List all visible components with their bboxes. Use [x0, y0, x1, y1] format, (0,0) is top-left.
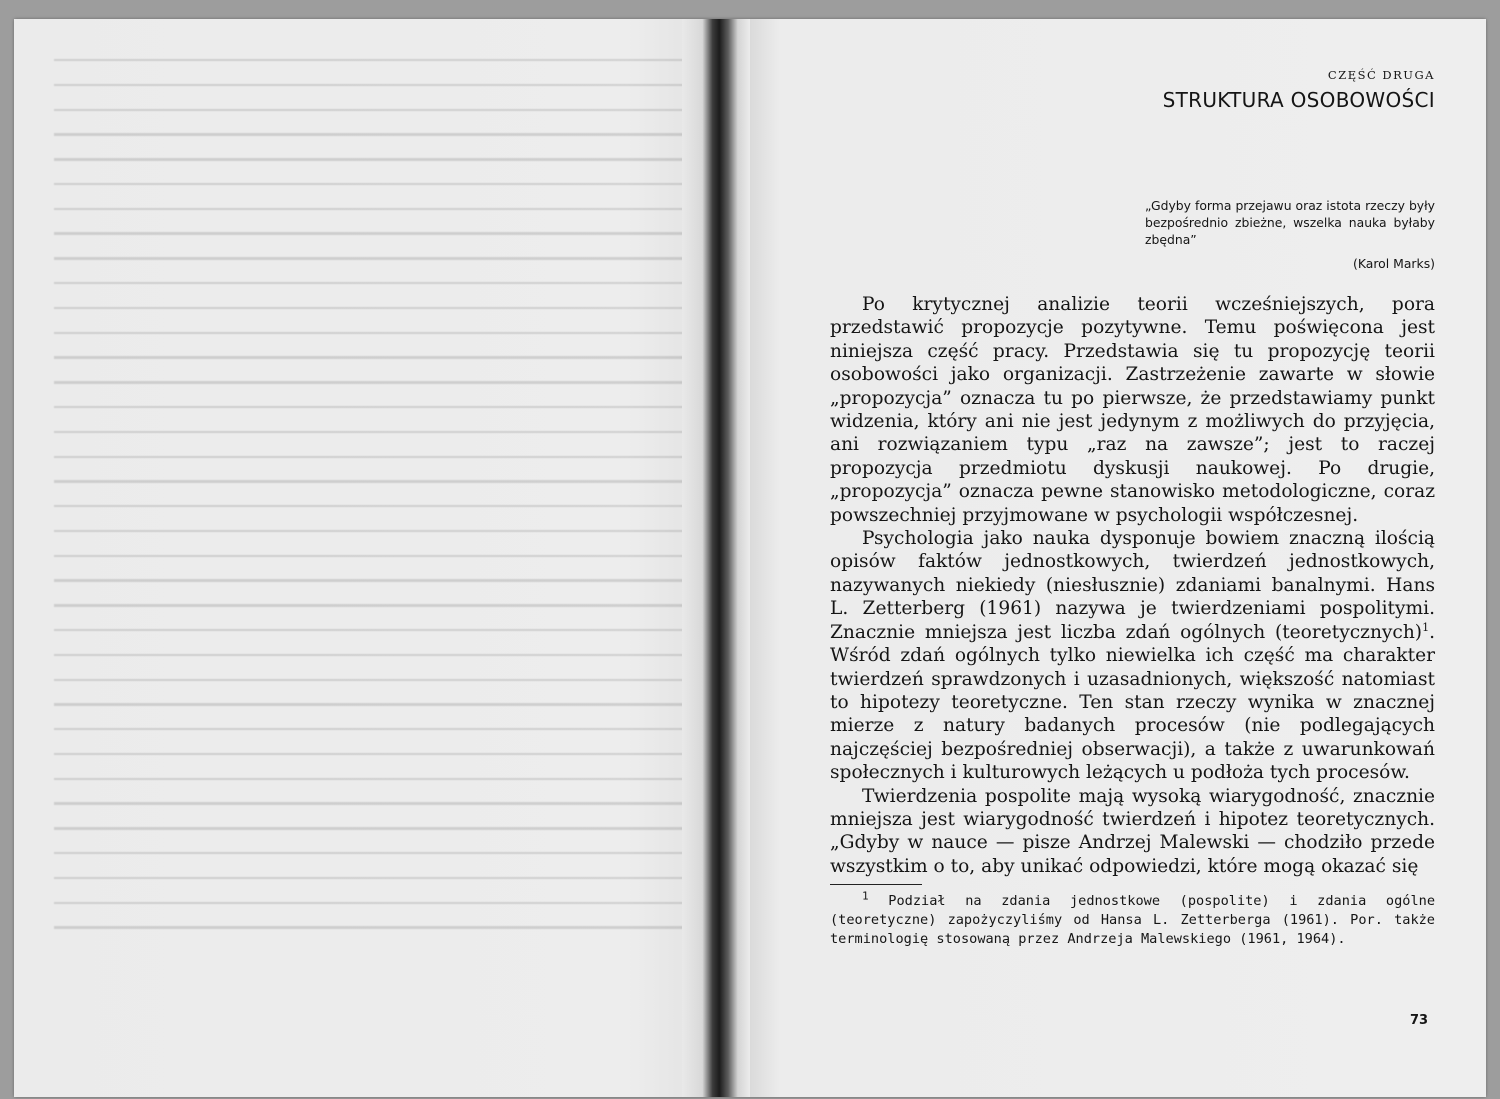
- epigraph-quote: „Gdyby forma przejawu oraz istota rzeczy były bezpośrednio zbieżne, wszelka nauka byłaby zbędna”: [1145, 198, 1435, 247]
- chapter-title: STRUKTURA OSOBOWOŚCI: [1162, 88, 1435, 112]
- page-number: 73: [1410, 1013, 1429, 1028]
- footnote-marker: 1: [862, 889, 869, 903]
- epigraph-author: (Karol Marks): [1353, 256, 1435, 271]
- paragraph-text: . Wśród zdań ogólnych tylko niewielka ich część ma charakter twierdzeń sprawdzonych i uzasadnionych, większość natomiast to hipotezy teoretyczne. Ten stan rzeczy wynika w znacznej mierze z natury badanych procesów (nie podlegających najczęściej bezpośredniej obserwacji), a także z uwarunkowań społecznych i kulturowych leżących u podłoża tych procesów.: [830, 621, 1435, 784]
- paragraph: Twierdzenia pospolite mają wysoką wiarygodność, znacznie mniejsza jest wiarygodność twierdzeń i hipotez teoretycznych. „Gdyby w nauce — pisze Andrzej Malewski — chodziło przede wszystkim o to, aby unikać odpowiedzi, które mogą okazać się: [830, 785, 1435, 877]
- left-page-verso: [14, 19, 736, 1097]
- part-heading: CZĘŚĆ DRUGA: [1327, 68, 1435, 82]
- footnote-reference: 1: [1422, 620, 1430, 634]
- footnote: [830, 889, 1436, 949]
- paragraph: Po krytycznej analizie teorii wcześniejszych, pora przedstawić propozycje pozytywne. Temu poświęcona jest niniejsza część pracy. Przedstawia się tu propozycję teorii osobowości jako organizacji. Zastrzeżenie zawarte w słowie „propozycja” oznacza tu po pierwsze, że przedstawiamy punkt widzenia, który ani nie jest jedynym z możliwych do przyjęcia, ani rozwiązaniem typu „raz na zawsze”; jest to raczej propozycja przedmiotu dyskusji naukowej. Po drugie, „propozycja” oznacza pewne stanowisko metodologiczne, coraz powszechniej przyjmowane w psychologii współczesnej.: [830, 294, 1435, 526]
- paragraph-text: Psychologia jako nauka dysponuje bowiem znaczną ilością opisów faktów jednostkowych, twierdzeń jednostkowych, nazywanych niekiedy (niesłusznie) zdaniami banalnymi. Hans L. Zetterberg (1961) nazywa je twierdzeniami pospolitymi. Znacznie mniejsza jest liczba zdań ogólnych (teoretycznych): [830, 528, 1435, 643]
- body-text: [830, 293, 1435, 878]
- right-page: [750, 19, 1486, 1097]
- footnote-text: Podział na zdania jednostkowe (pospolite) i zdania ogólne (teoretyczne) zapożyczyliśmy od Hansa L. Zetterberga (1961). Por. także terminologię stosowaną przez Andrzeja Malewskiego (1961, 1964).: [830, 893, 1436, 948]
- paragraph: [830, 527, 1435, 784]
- footnote-divider: [830, 884, 922, 885]
- book-spine: [682, 19, 750, 1097]
- show-through-text: [54, 59, 714, 1039]
- page-content: [830, 67, 1435, 949]
- book-spread: [14, 19, 1486, 1097]
